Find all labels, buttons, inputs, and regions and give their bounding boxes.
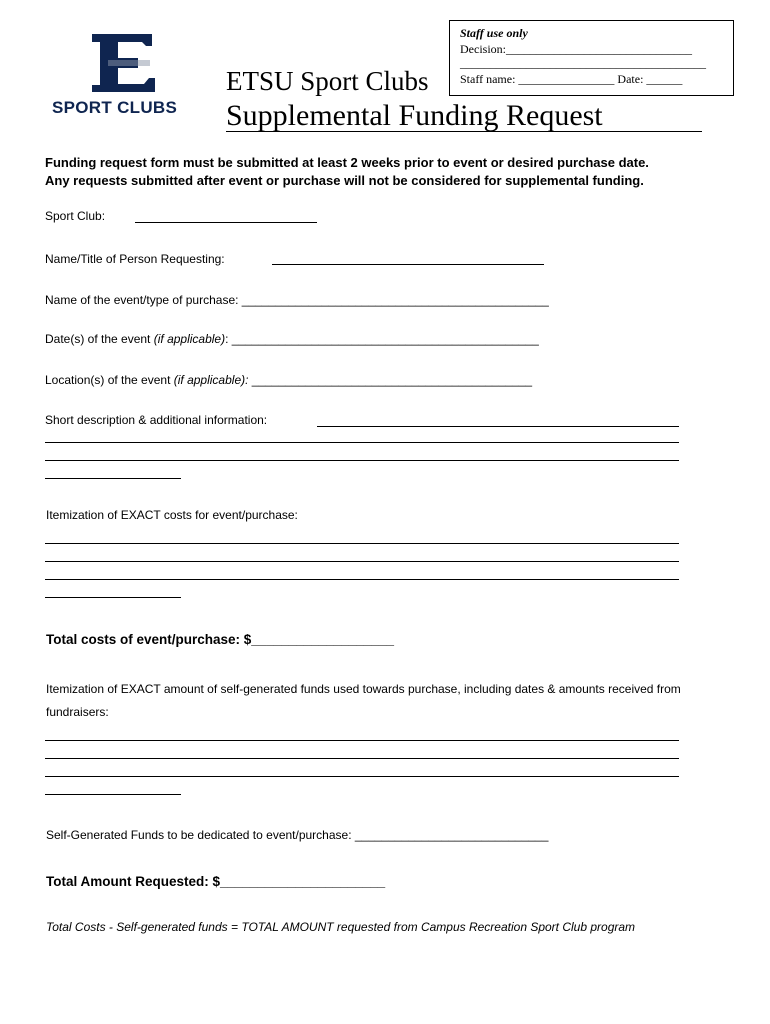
itemization-funds-line-4[interactable] (45, 794, 181, 795)
location-blank: __________________________________________ (248, 373, 533, 387)
itemization-funds-line-2[interactable] (45, 758, 679, 759)
notice-line-2: Any requests submitted after event or purchase will not be considered for supplemental funding. (45, 173, 644, 188)
sport-clubs-wordmark: SPORT CLUBS (52, 98, 178, 117)
itemization-funds-line-3[interactable] (45, 776, 679, 777)
itemization-funds-line-1[interactable] (45, 740, 679, 741)
location-note: (if applicable): (173, 373, 249, 387)
notice-line-1: Funding request form must be submitted at least 2 weeks prior to event or desired purchase date. (45, 155, 649, 170)
staff-name-date-field: Staff name: ________________ Date: ______ (460, 72, 683, 86)
short-description-line-4[interactable] (45, 478, 181, 479)
total-costs-field[interactable]: Total costs of event/purchase: $___________________ (46, 632, 394, 647)
itemization-costs-label: Itemization of EXACT costs for event/purchase: (46, 508, 298, 522)
staff-use-box (449, 20, 734, 96)
page-subtitle: Supplemental Funding Request (226, 99, 603, 132)
itemization-funds-label-2: fundraisers: (46, 705, 109, 719)
short-description-label: Short description & additional information: (45, 413, 268, 427)
event-name-blank: ______________________________________________ (241, 293, 549, 307)
location-label: Location(s) of the event (45, 373, 174, 387)
event-name-field[interactable] (45, 293, 549, 307)
short-description-line-2[interactable] (45, 442, 679, 443)
location-field[interactable] (45, 373, 532, 387)
event-name-label: Name of the event/type of purchase: (45, 293, 242, 307)
itemization-costs-line-2[interactable] (45, 561, 679, 562)
name-title-line[interactable] (272, 264, 544, 265)
sport-club-label: Sport Club: (45, 209, 106, 223)
itemization-costs-line-4[interactable] (45, 597, 181, 598)
sport-club-line[interactable] (135, 222, 317, 223)
page-title: ETSU Sport Clubs (226, 66, 429, 96)
itemization-costs-line-3[interactable] (45, 579, 679, 580)
decision-field: Decision:_______________________________ (460, 42, 692, 56)
itemization-funds-label-1: Itemization of EXACT amount of self-generated funds used towards purchase, including dates & amounts received from (46, 682, 681, 696)
name-title-label: Name/Title of Person Requesting: (45, 252, 225, 266)
total-requested-field[interactable]: Total Amount Requested: $______________________ (46, 874, 386, 889)
formula-note: Total Costs - Self-generated funds = TOTAL AMOUNT requested from Campus Recreation Sport Club program (46, 920, 636, 934)
event-dates-label: Date(s) of the event (45, 332, 154, 346)
self-generated-funds-field[interactable]: Self-Generated Funds to be dedicated to event/purchase: _____________________________ (46, 828, 549, 842)
short-description-line-3[interactable] (45, 460, 679, 461)
deadline-notice (45, 154, 649, 190)
event-dates-blank: : ______________________________________________ (225, 332, 539, 346)
staff-box-title: Staff use only (460, 26, 528, 40)
itemization-costs-line-1[interactable] (45, 543, 679, 544)
title-divider (226, 131, 702, 132)
short-description-line-1[interactable] (317, 426, 679, 427)
event-dates-field[interactable] (45, 332, 539, 346)
e-letter-icon (52, 32, 194, 98)
event-dates-note: (if applicable) (153, 332, 226, 346)
decision-continuation-line: _________________________________________ (460, 56, 706, 70)
